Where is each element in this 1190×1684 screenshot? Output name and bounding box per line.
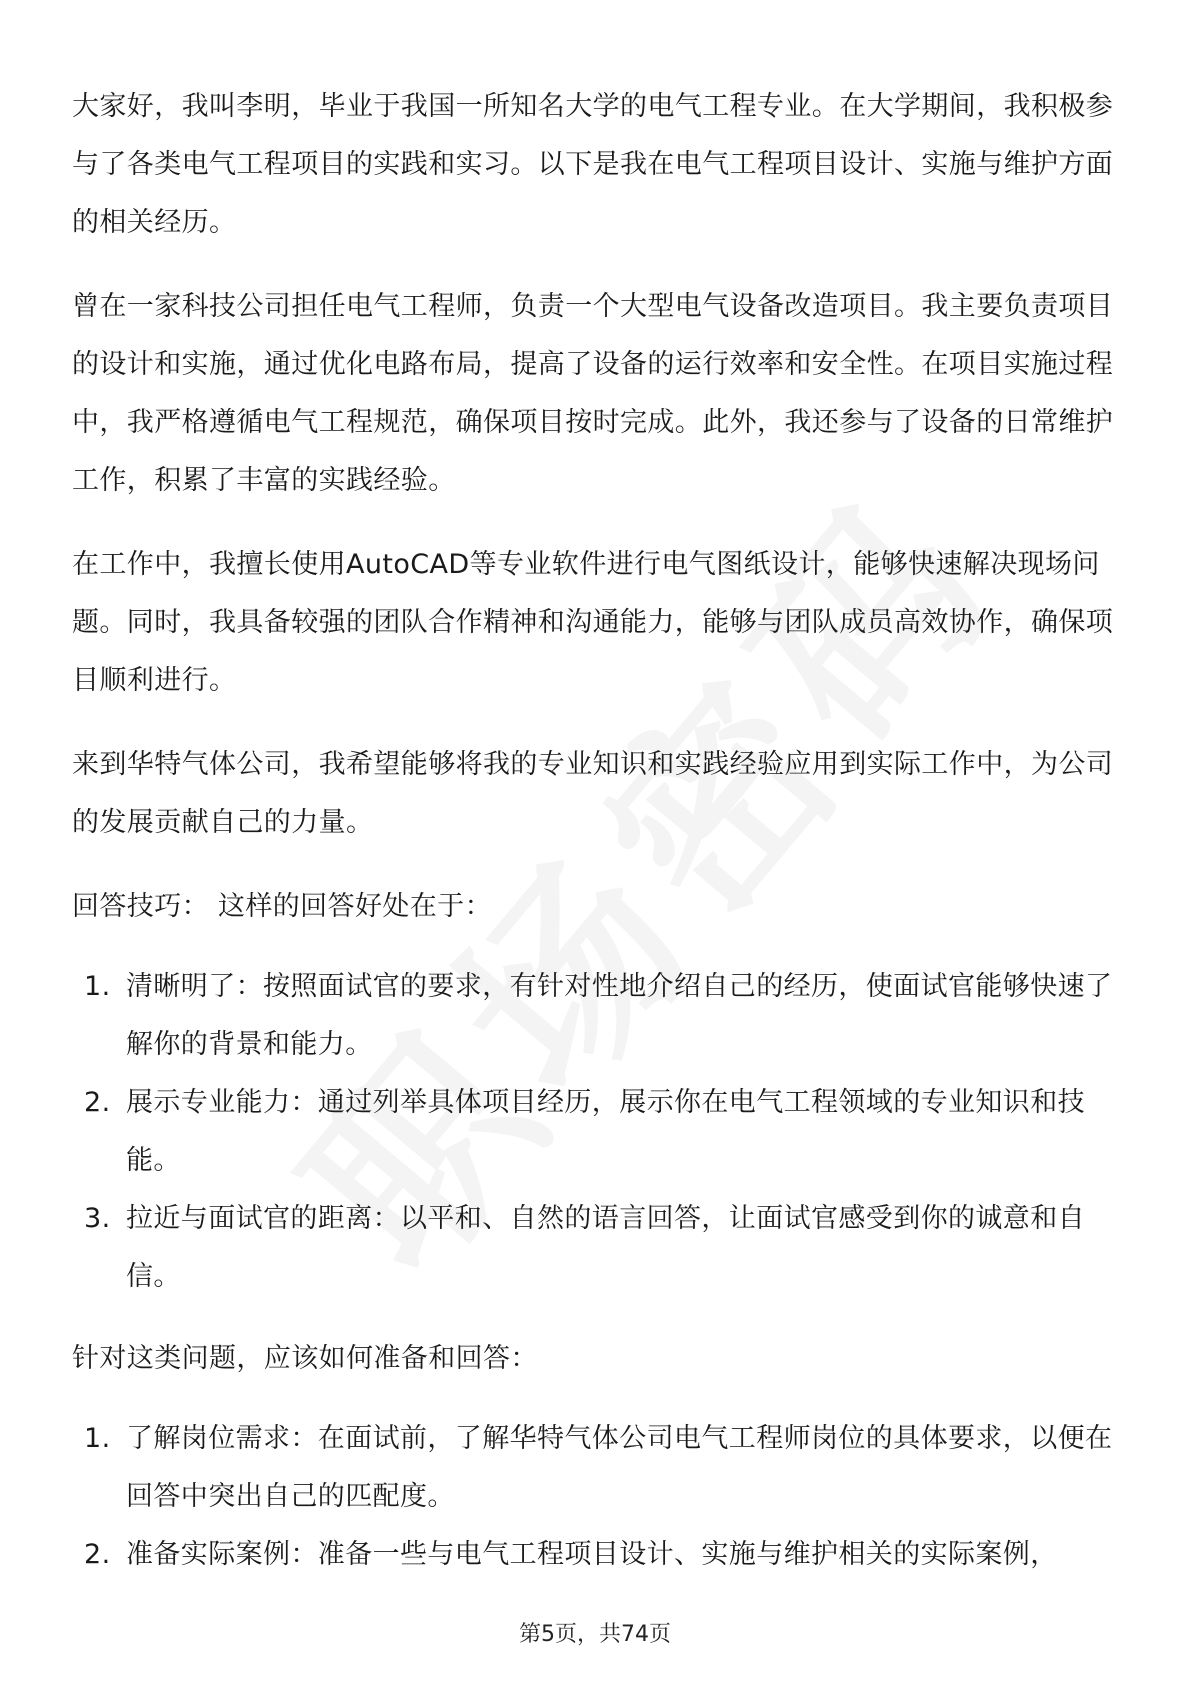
document-body <box>72 78 1122 1608</box>
list-item <box>72 1074 1122 1190</box>
list-item-text: 展示专业能力：通过列举具体项目经历，展示你在电气工程领域的专业知识和技能。 <box>126 1087 1085 1176</box>
paragraph-skills: 在工作中，我擅长使用AutoCAD等专业软件进行电气图纸设计，能够快速解决现场问题。同时，我具备较强的团队合作精神和沟通能力，能够与团队成员高效协作，确保项目顺利进行。 <box>72 549 1114 696</box>
list-item <box>72 1526 1122 1584</box>
list-number: 1. <box>84 971 111 1002</box>
list-number: 3. <box>84 1203 111 1234</box>
list-number: 2. <box>84 1087 111 1118</box>
list-item-text: 了解岗位需求：在面试前，了解华特气体公司电气工程师岗位的具体要求，以便在回答中突出自己的匹配度。 <box>126 1423 1113 1512</box>
prep-heading: 针对这类问题，应该如何准备和回答： <box>72 1343 538 1374</box>
prep-list <box>72 1410 1122 1584</box>
paragraph-intro: 大家好，我叫李明，毕业于我国一所知名大学的电气工程专业。在大学期间，我积极参与了各类电气工程项目的实践和实习。以下是我在电气工程项目设计、实施与维护方面的相关经历。 <box>72 91 1114 238</box>
list-number: 1. <box>84 1423 111 1454</box>
list-item-text: 准备实际案例：准备一些与电气工程项目设计、实施与维护相关的实际案例， <box>126 1539 1058 1570</box>
tips-list <box>72 958 1122 1306</box>
list-item <box>72 958 1122 1074</box>
paragraph-experience: 曾在一家科技公司担任电气工程师，负责一个大型电气设备改造项目。我主要负责项目的设计和实施，通过优化电路布局，提高了设备的运行效率和安全性。在项目实施过程中，我严格遵循电气工程规范，确保项目按时完成。此外，我还参与了设备的日常维护工作，积累了丰富的实践经验。 <box>72 291 1114 496</box>
list-item <box>72 1190 1122 1306</box>
page-footer: 第5页，共74页 <box>519 1622 671 1647</box>
paragraph-goal: 来到华特气体公司，我希望能够将我的专业知识和实践经验应用到实际工作中，为公司的发展贡献自己的力量。 <box>72 749 1114 838</box>
tips-heading: 回答技巧： 这样的回答好处在于： <box>72 891 492 922</box>
list-number: 2. <box>84 1539 111 1570</box>
list-item-text: 拉近与面试官的距离：以平和、自然的语言回答，让面试官感受到你的诚意和自信。 <box>126 1203 1085 1292</box>
list-item-text: 清晰明了：按照面试官的要求，有针对性地介绍自己的经历，使面试官能够快速了解你的背景和能力。 <box>126 971 1113 1060</box>
list-item <box>72 1410 1122 1526</box>
